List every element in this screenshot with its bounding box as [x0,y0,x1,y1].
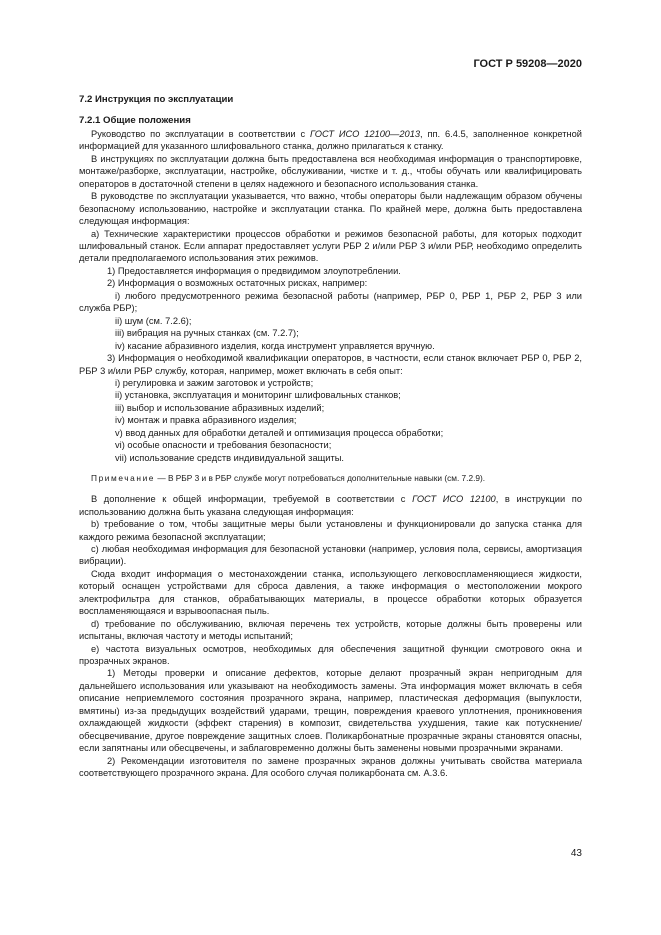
paragraph: Сюда входит информация о местонахождении станка, использующего легковоспламеняющиеся жидкости, который оснащен устройствами для сброса давления, а также информация о местоположении мокрого электрофильтра для станков, обрабатывающих материалы, в процессе обработки которых образуется воспламеняющаяся и взрывоопасная пыль. [79,568,582,617]
list-item: iii) вибрация на ручных станках (см. 7.2.7); [115,328,299,339]
note [79,473,582,484]
note-label: Примечание [91,473,156,484]
list-item: ii) шум (см. 7.2.6); [115,315,192,326]
standard-reference: ГОСТ ИСО 12100 [412,494,496,505]
subsection-heading: 7.2.1 Общие положения [79,115,191,127]
paragraph: Руководство по эксплуатации в соответствии с ГОСТ ИСО 12100—2013, пп. 6.4.5, заполненное конкретной информацией для указанного шлифовального станка, должно прилагаться к станку. [79,128,583,152]
list-item: vii) использование средств индивидуальной защиты. [115,452,344,463]
list-item: 3) Информация о необходимой квалификации операторов, в частности, если станок включает РБР 0, РБР 2, РБР 3 и/или РБР службу, которая, например, может включать в себя опыт: [79,353,582,376]
paragraph: c) любая необходимая информация для безопасной установки (например, условия пола, сервисы, амортизация вибрации). [79,543,582,567]
paragraph: е) частота визуальных осмотров, необходимых для обеспечения защитной функции смотрового окна и прозрачных экранов. [79,643,582,667]
section-heading: 7.2 Инструкция по эксплуатации [79,94,234,105]
page-number: 43 [570,848,582,859]
paragraph: 2) Рекомендации изготовителя по замене прозрачных экранов должны учитывать свойства материала соответствующего прозрачного экрана. Для особого случая поликарбоната см. А.3.6. [79,755,582,779]
list-item: 1) Предоставляется информация о предвидимом злоупотреблении. [107,265,401,276]
paragraph: 1) Методы проверки и описание дефектов, которые делают прозрачный экран непригодным для дальнейшего использования или указывают на необходимость замены. Эта информация может включать в себя описание неприемлемого состояния прозрачного экрана, например, пластическая деформация (выпуклости, вмятины) из-за предыдущих воздействий ударами, трещин, повреждения краевого уплотнения, проникновения охлаждающей жидкости (эффект старения) в композит, свидетельства ухудшения, такие как потускнение/обесцвечивание, другое повреждение защитных слоев. Поликарбонатные прозрачные экраны становятся опасны, если запятнаны или обесцвечены, и заблаговременно должны быть заменены новыми прозрачными экранами. [79,668,582,754]
list-item: iv) монтаж и правка абразивного изделия; [115,415,297,426]
note-text: — В РБР 3 и в РБР службе могут потребоваться дополнительные навыки (см. 7.2.9). [155,473,486,484]
paragraph: В инструкциях по эксплуатации должна быть предоставлена вся необходимая информация о транспортировке, монтаже/разборке, эксплуатации, настройке, обслуживании, чистке и т. д., чтобы обучать или квалифицировать операторов в достаточной степени в целях надежного и безопасного использования станка. [79,153,582,189]
document-code-header: ГОСТ Р 59208—2020 [473,58,582,70]
list-item: i) регулировка и зажим заготовок и устройств; [115,377,314,388]
list-item: i) любого предусмотренного режима безопасной работы (например, РБР 0, РБР 1, РБР 2, РБР 3 или служба РБР); [79,290,582,314]
paragraph: b) требование о том, чтобы защитные меры были установлены и функционировали до запуска станка для каждого режима безопасной эксплуатации; [79,519,582,542]
list-item: v) ввод данных для обработки деталей и оптимизация процесса обработки; [115,427,444,438]
paragraph: В руководстве по эксплуатации указывается, что важно, чтобы операторы были надлежащим образом обучены безопасному использованию, настройке и эксплуатации станка. По крайней мере, должна быть предоставлена следующая информация: [79,191,582,227]
list-item: 2) Информация о возможных остаточных рисках, например: [107,278,368,289]
list-item: ii) установка, эксплуатация и мониторинг шлифовальных станков; [115,390,401,401]
list-item: vi) особые опасности и требования безопасности; [115,440,332,451]
paragraph: d) требование по обслуживанию, включая перечень тех устройств, которые должны быть проверены или испытаны, включая частоту и методы испытаний; [79,618,582,642]
paragraph: В дополнение к общей информации, требуемой в соответствии с ГОСТ ИСО 12100, в инструкции по использованию должна быть указана следующая информация: [79,494,583,517]
paragraph: а) Технические характеристики процессов обработки и режимов безопасной работы, для которых подходит шлифовальный станок. Если аппарат предоставляет услуги РБР 2 и/или РБР 3 и/или РБР, необходимо определить детали предполагаемого использования этих режимов. [79,228,582,264]
document-body [79,94,582,780]
standard-reference: ГОСТ ИСО 12100—2013 [309,128,421,139]
list-item: iv) касание абразивного изделия, когда инструмент управляется вручную. [115,340,435,351]
list-item: iii) выбор и использование абразивных изделий; [115,402,325,413]
